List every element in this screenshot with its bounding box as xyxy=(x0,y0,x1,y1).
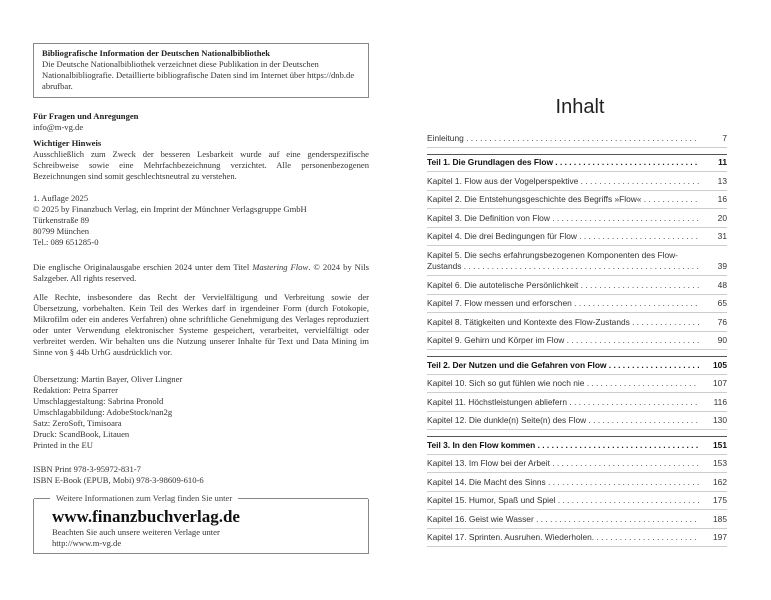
toc-entry[interactable] xyxy=(427,228,727,247)
toc-entry-page: 48 xyxy=(717,279,727,290)
toc-entry-page: 107 xyxy=(713,378,727,388)
toc-part-entry[interactable] xyxy=(427,356,727,375)
toc-entry[interactable] xyxy=(427,529,727,548)
toc-entry-page: 153 xyxy=(713,458,727,468)
toc-entry[interactable] xyxy=(427,276,727,295)
toc-entry-page: 11 xyxy=(718,157,727,167)
toc-entry[interactable] xyxy=(427,295,727,314)
toc-entry-page: 130 xyxy=(713,415,727,425)
contact-heading: Für Fragen und Anregungen xyxy=(33,111,139,121)
toc-entry-page: 13 xyxy=(717,175,727,186)
toc-entry-label: Teil 1. Die Grundlagen des Flow . . . xyxy=(427,156,699,168)
toc-entry[interactable] xyxy=(427,510,727,529)
toc-entry[interactable] xyxy=(427,375,727,394)
legend-text: Weitere Informationen zum Verlag finden Sie unter xyxy=(56,493,233,503)
toc-entry-label: Kapitel 7. Flow messen und erforschen . . . xyxy=(427,297,699,309)
toc-entry[interactable] xyxy=(427,129,727,148)
imprint-line: 1. Auflage 2025 xyxy=(33,193,89,203)
biblio-heading: Bibliografische Information der Deutschen Nationalbibliothek xyxy=(42,48,271,58)
toc-entry-label: Kapitel 15. Humor, Spaß und Spiel . . . xyxy=(427,494,699,506)
credit-line: Printed in the EU xyxy=(33,440,93,450)
toc-entry-label: Kapitel 13. Im Flow bei der Arbeit . . . xyxy=(427,457,699,469)
imprint-line: Tel.: 089 651285-0 xyxy=(33,237,99,247)
toc-entry[interactable] xyxy=(427,332,727,351)
toc-entry[interactable] xyxy=(427,172,727,191)
toc-entry-label: Einleitung . . . xyxy=(427,132,699,144)
toc-part-entry[interactable] xyxy=(427,154,727,173)
isbn-section xyxy=(33,464,369,486)
toc-entry[interactable] xyxy=(427,313,727,332)
toc-entry-page: 90 xyxy=(717,335,727,345)
toc-entry[interactable] xyxy=(427,412,727,431)
notice-section xyxy=(33,138,369,182)
toc-entry-page: 116 xyxy=(713,396,727,407)
toc-entry-label: Kapitel 12. Die dunkle(n) Seite(n) des Flow . . . xyxy=(427,414,699,426)
toc-entry-label: Kapitel 11. Höchstleistungen abliefern . . . xyxy=(427,396,699,408)
toc-entry-label: Kapitel 4. Die drei Bedingungen für Flow . . . xyxy=(427,230,699,242)
original-text-after: . © 2024 by Nils Salzgeber. All rights reserved. xyxy=(33,262,369,283)
toc-entry-label: Kapitel 14. Die Macht des Sinns . . . xyxy=(427,476,699,488)
toc-entry-label: Kapitel 17. Sprinten. Ausruhen. Wiederholen. . . . xyxy=(427,531,699,543)
toc-entry[interactable] xyxy=(427,191,727,210)
notice-heading: Wichtiger Hinweis xyxy=(33,138,102,148)
toc-entry-page: 162 xyxy=(713,476,727,487)
imprint-section xyxy=(33,193,369,248)
publisher-url[interactable]: www.finanzbuchverlag.de xyxy=(52,507,240,526)
toc-entry-page: 151 xyxy=(713,439,727,450)
contact-email: info@m-vg.de xyxy=(33,122,84,132)
publisher-legend xyxy=(34,493,368,504)
toc-entry-label: Kapitel 6. Die autotelische Persönlichkeit . . . xyxy=(427,279,699,291)
contact-section xyxy=(33,111,369,133)
credit-line: Umschlagabbildung: AdobeStock/nan2g xyxy=(33,407,173,417)
toc-entry-label: Kapitel 10. Sich so gut fühlen wie noch nie . . . xyxy=(427,377,699,389)
toc-entry-page: 76 xyxy=(717,316,727,327)
toc-entry[interactable] xyxy=(427,209,727,228)
toc-entry-page: 175 xyxy=(713,495,727,505)
table-of-contents xyxy=(427,129,727,547)
credit-line: Redaktion: Petra Sparrer xyxy=(33,385,118,395)
toc-title: Inhalt xyxy=(555,96,605,118)
credit-line: Satz: ZeroSoft, Timisoara xyxy=(33,418,122,428)
toc-entry-page: 16 xyxy=(717,194,727,204)
bibliographic-info-box xyxy=(33,43,369,98)
toc-entry-label: Kapitel 3. Die Definition von Flow . . . xyxy=(427,212,699,224)
toc-entry[interactable] xyxy=(427,246,727,276)
credit-line: Druck: ScandBook, Litauen xyxy=(33,429,130,439)
toc-entry-label: Teil 3. In den Flow kommen . . . xyxy=(427,439,699,451)
credit-line: Umschlaggestaltung: Sabrina Pronold xyxy=(33,396,164,406)
original-text: Die englische Originalausgabe erschien 2024 unter dem Titel xyxy=(33,262,253,272)
toc-entry-page: 39 xyxy=(717,261,727,271)
publisher-link[interactable]: http://www.m-vg.de xyxy=(52,538,122,548)
toc-entry-label: Kapitel 16. Geist wie Wasser . . . xyxy=(427,513,699,525)
credits-section xyxy=(33,374,369,451)
rights-text: Alle Rechte, insbesondere das Recht der Vervielfältigung und Verbreitung sowie der Übersetzung, vorbehalten. Kein Teil des Werkes darf in irgendeiner Form (durch Fotokopie, Mikrofilm oder ein anderes Verfahren) ohne schriftliche Genehmigung des Verlages reproduziert oder unter Verwendung elektronischer Systeme gespeichert, verarbeitet, vervielfältigt oder verbreitet werden. Wir behalten uns die Nutzung unserer Inhalte für Text und Data Mining im Sinne von § 44b UrhG ausdrücklich vor. xyxy=(33,292,369,357)
toc-entry-page: 65 xyxy=(717,298,727,308)
toc-entry-page: 105 xyxy=(713,359,727,370)
toc-entry-label: Kapitel 5. Die sechs erfahrungsbezogenen Komponenten des Flow-Zustands . . . xyxy=(427,250,699,272)
toc-entry-page: 20 xyxy=(717,212,727,223)
toc-entry-label: Kapitel 1. Flow aus der Vogelperspektive . . . xyxy=(427,175,699,187)
toc-entry-page: 7 xyxy=(722,132,727,143)
biblio-text: Die Deutsche Nationalbibliothek verzeichnet diese Publikation in der Deutschen Nationalbibliografie. Detaillierte bibliografische Daten sind im Internet über https://dnb.de abrufbar. xyxy=(42,59,355,91)
toc-entry-page: 197 xyxy=(713,532,727,542)
imprint-line: 80799 München xyxy=(33,226,90,236)
toc-entry[interactable] xyxy=(427,393,727,412)
isbn-ebook: ISBN E-Book (EPUB, Mobi) 978-3-98609-610-6 xyxy=(33,475,204,485)
credit-line: Übersetzung: Martin Bayer, Oliver Lingner xyxy=(33,374,183,384)
imprint-line: © 2025 by Finanzbuch Verlag, ein Imprint der Münchner Verlagsgruppe GmbH xyxy=(33,204,307,214)
toc-entry[interactable] xyxy=(427,473,727,492)
notice-text: Ausschließlich zum Zweck der besseren Lesbarkeit wurde auf eine genderspezifische Schreibweise sowie eine Mehrfachbezeichnung verzichtet. Alle personenbezogenen Bezeichnungen sind somit geschlechtsneutral zu verstehen. xyxy=(33,149,369,181)
toc-entry-label: Teil 2. Der Nutzen und die Gefahren von Flow . . . xyxy=(427,359,699,371)
toc-part-entry[interactable] xyxy=(427,436,727,455)
publisher-box xyxy=(33,493,369,554)
toc-entry[interactable] xyxy=(427,492,727,511)
toc-entry-label: Kapitel 2. Die Entstehungsgeschichte des Begriffs »Flow« . . . xyxy=(427,193,699,205)
toc-entry-page: 185 xyxy=(713,513,727,524)
toc-entry-label: Kapitel 9. Gehirn und Körper im Flow . . . xyxy=(427,334,699,346)
original-edition xyxy=(33,262,369,284)
publisher-note: Beachten Sie auch unsere weiteren Verlage unter xyxy=(52,527,220,537)
toc-entry-label: Kapitel 8. Tätigkeiten und Kontexte des Flow-Zustands . . . xyxy=(427,316,699,328)
imprint-line: Türkenstraße 89 xyxy=(33,215,90,225)
isbn-print: ISBN Print 978-3-95972-831-7 xyxy=(33,464,141,474)
toc-entry[interactable] xyxy=(427,455,727,474)
original-title: Mastering Flow xyxy=(252,262,309,272)
toc-entry-page: 31 xyxy=(717,231,727,241)
